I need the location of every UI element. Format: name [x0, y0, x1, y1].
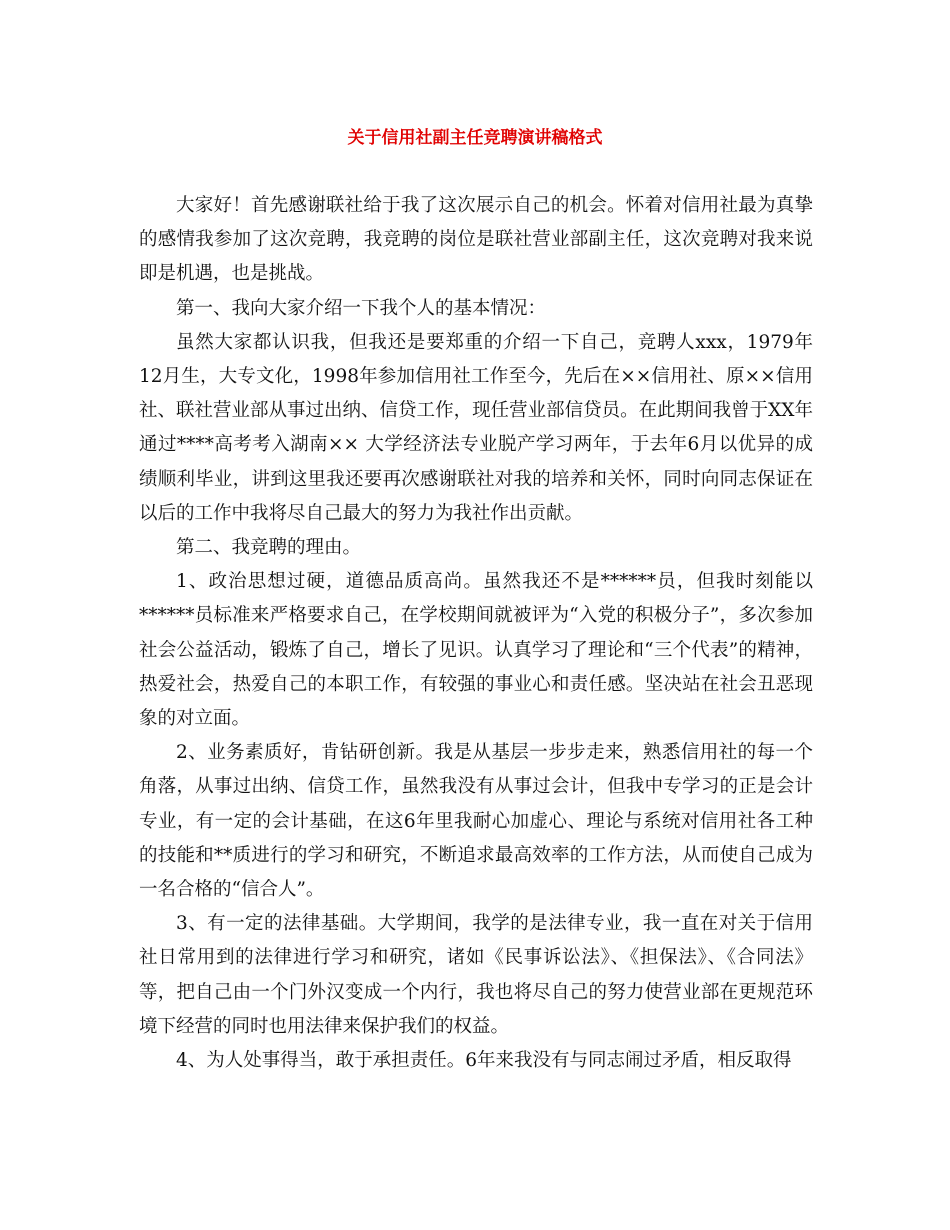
paragraph-reason-4: 4、为人处事得当，敢于承担责任。6年来我没有与同志闹过矛盾，相反取得: [176, 1050, 792, 1072]
paragraph-section-one-heading: 第一、我向大家介绍一下我个人的基本情况：: [176, 297, 547, 319]
paragraph-section-two-heading: 第二、我竞聘的理由。: [176, 537, 362, 559]
paragraph-greeting: 大家好！首先感谢联社给于我了这次展示自己的机会。怀着对信用社最为真挚的感情我参加了这次竞聘，我竞聘的岗位是联社营业部副主任，这次竞聘对我来说即是机遇，也是挑战。: [139, 195, 813, 285]
document-body: [139, 189, 813, 1078]
paragraph-personal-info: 虽然大家都认识我，但我还是要郑重的介绍一下自己，竞聘人xxx，1979年12月生，大专文化，1998年参加信用社工作至今，先后在××信用社、原××信用社、联社营业部从事过出纳、信贷工作，现任营业部信贷员。在此期间我曾于XX年通过****高考考入湖南×× 大学经济法专业脱产学习两年，于去年6月以优异的成绩顺利毕业，讲到这里我还要再次感谢联社对我的培养和关怀，同时向同志保证在以后的工作中我将尽自己最大的努力为我社作出贡献。: [139, 331, 813, 524]
paragraph-reason-3: 3、有一定的法律基础。大学期间，我学的是法律专业，我一直在对关于信用社日常用到的法律进行学习和研究，诸如《民事诉讼法》、《担保法》、《合同法》等，把自己由一个门外汉变成一个内行，我也将尽自己的努力使营业部在更规范环境下经营的同时也用法律来保护我们的权益。: [139, 913, 813, 1037]
document-title: 关于信用社副主任竞聘演讲稿格式: [347, 128, 603, 148]
paragraph-reason-1: 1、政治思想过硬，道德品质高尚。虽然我还不是******员，但我时刻能以******员标准来严格要求自己，在学校期间就被评为“入党的积极分子”，多次参加社会公益活动，锻炼了自己，增长了见识。认真学习了理论和“三个代表”的精神，热爱社会，热爱自己的本职工作，有较强的事业心和责任感。坚决站在社会丑恶现象的对立面。: [139, 571, 813, 730]
paragraph-reason-2: 2、业务素质好，肯钻研创新。我是从基层一步步走来，熟悉信用社的每一个角落，从事过出纳、信贷工作，虽然我没有从事过会计，但我中专学习的正是会计专业，有一定的会计基础，在这6年里我耐心加虚心、理论与系统对信用社各工种的技能和**质进行的学习和研究，不断追求最高效率的工作方法，从而使自己成为一名合格的“信合人”。: [139, 742, 813, 901]
